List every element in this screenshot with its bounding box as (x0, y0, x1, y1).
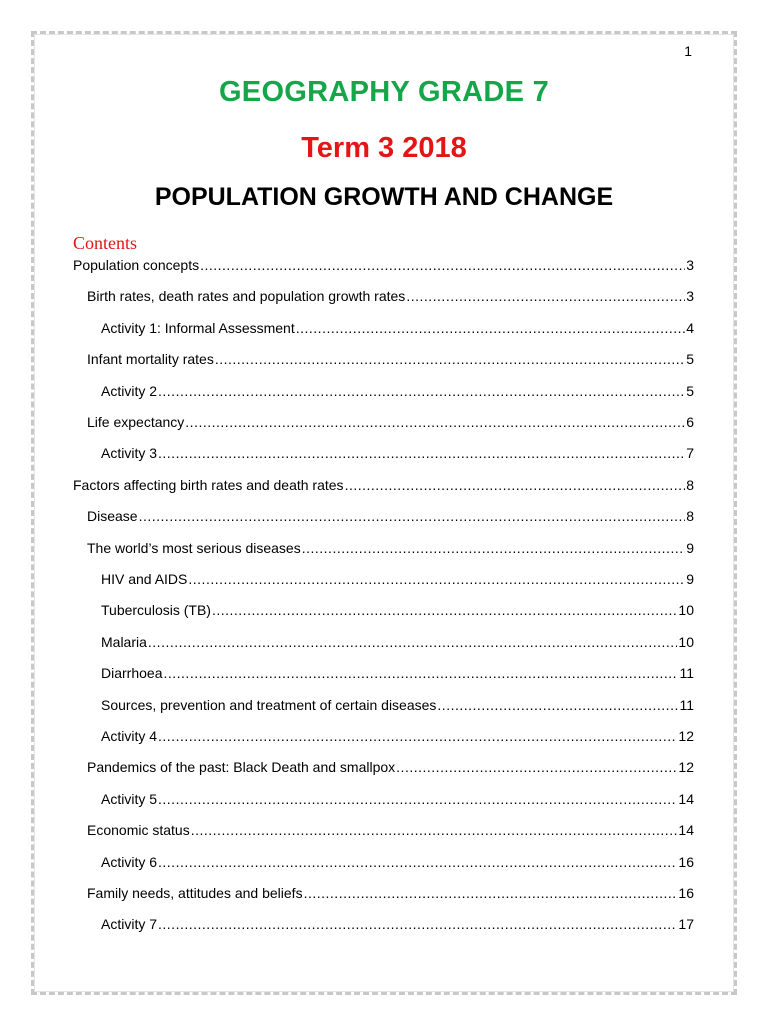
toc-dot-leader (148, 633, 678, 651)
toc-entry-page: 9 (686, 571, 694, 587)
toc-entry-page: 16 (678, 885, 694, 901)
toc-entry[interactable] (87, 287, 694, 305)
toc-entry-title: Economic status (87, 822, 190, 838)
toc-entry-page: 17 (678, 916, 694, 932)
toc-entry-page: 12 (678, 759, 694, 775)
toc-entry-page: 14 (678, 791, 694, 807)
toc-entry[interactable] (87, 350, 694, 368)
toc-dot-leader (158, 382, 685, 400)
toc-entry-title: Tuberculosis (TB) (101, 602, 211, 618)
toc-entry[interactable] (73, 476, 694, 494)
toc-entry-title: Activity 1: Informal Assessment (101, 320, 295, 336)
toc-dot-leader (158, 790, 677, 808)
toc-entry-page: 10 (678, 634, 694, 650)
toc-entry-page: 14 (678, 822, 694, 838)
toc-entry[interactable] (87, 884, 694, 902)
toc-entry-title: Diarrhoea (101, 665, 163, 681)
toc-entry-title: Life expectancy (87, 414, 185, 430)
toc-entry-title: Population concepts (73, 257, 200, 273)
toc-entry-title: Birth rates, death rates and population growth rates (87, 288, 406, 304)
toc-entry-title: Factors affecting birth rates and death rates (73, 477, 344, 493)
toc-dot-leader (158, 444, 685, 462)
toc-entry[interactable] (87, 758, 694, 776)
toc-dot-leader (158, 727, 677, 745)
toc-entry[interactable] (101, 382, 694, 400)
toc-entry-page: 8 (686, 508, 694, 524)
contents-heading: Contents (73, 233, 138, 253)
toc-entry[interactable] (101, 727, 694, 745)
toc-dot-leader (304, 884, 678, 902)
toc-entry[interactable] (101, 696, 694, 714)
toc-entry-title: Activity 7 (101, 916, 158, 932)
toc-dot-leader (296, 319, 685, 337)
toc-entry[interactable] (101, 915, 694, 933)
toc-entry-title: Activity 6 (101, 854, 158, 870)
toc-dot-leader (396, 758, 677, 776)
toc-entry-page: 11 (679, 665, 694, 681)
toc-entry[interactable] (101, 664, 694, 682)
toc-dot-leader (158, 853, 677, 871)
toc-dot-leader (302, 539, 685, 557)
page-number: 1 (684, 43, 692, 59)
toc-entry[interactable] (87, 413, 694, 431)
toc-dot-leader (158, 915, 677, 933)
toc-dot-leader (437, 696, 678, 714)
toc-entry-page: 8 (686, 477, 694, 493)
toc-entry-title: Activity 4 (101, 728, 158, 744)
toc-entry-page: 10 (678, 602, 694, 618)
toc-entry[interactable] (101, 790, 694, 808)
toc-dot-leader (215, 350, 685, 368)
toc-entry[interactable] (73, 256, 694, 274)
toc-dot-leader (191, 821, 678, 839)
toc-dot-leader (185, 413, 685, 431)
toc-entry[interactable] (87, 507, 694, 525)
toc-entry[interactable] (101, 853, 694, 871)
term-heading: Term 3 2018 (301, 132, 467, 164)
toc-entry-title: HIV and AIDS (101, 571, 188, 587)
toc-entry-page: 5 (686, 383, 694, 399)
toc-dot-leader (139, 507, 686, 525)
toc-dot-leader (406, 287, 685, 305)
toc-entry[interactable] (101, 319, 694, 337)
toc-entry-title: Malaria (101, 634, 147, 650)
toc-entry[interactable] (101, 570, 694, 588)
toc-dot-leader (345, 476, 686, 494)
toc-dot-leader (200, 256, 685, 274)
toc-entry-page: 16 (678, 854, 694, 870)
toc-entry-page: 9 (686, 540, 694, 556)
toc-entry-title: Activity 3 (101, 445, 158, 461)
toc-dot-leader (163, 664, 678, 682)
toc-entry-page: 5 (686, 351, 694, 367)
document-title: GEOGRAPHY GRADE 7 (218, 76, 550, 108)
toc-dot-leader (212, 601, 677, 619)
toc-entry-title: Disease (87, 508, 138, 524)
toc-entry-title: Activity 2 (101, 383, 158, 399)
toc-entry[interactable] (101, 633, 694, 651)
toc-entry-page: 3 (686, 288, 694, 304)
toc-entry-page: 3 (686, 257, 694, 273)
toc-entry-title: Infant mortality rates (87, 351, 214, 367)
toc-entry-page: 6 (686, 414, 694, 430)
toc-entry[interactable] (87, 821, 694, 839)
toc-entry-page: 4 (686, 320, 694, 336)
toc-dot-leader (188, 570, 685, 588)
toc-entry[interactable] (87, 539, 694, 557)
toc-entry-title: Sources, prevention and treatment of certain diseases (101, 697, 437, 713)
toc-entry-page: 11 (679, 697, 694, 713)
toc-entry-page: 7 (686, 445, 694, 461)
toc-entry-title: Family needs, attitudes and beliefs (87, 885, 303, 901)
toc-entry[interactable] (101, 444, 694, 462)
toc-entry-title: The world’s most serious diseases (87, 540, 301, 556)
toc-entry[interactable] (101, 601, 694, 619)
toc-entry-title: Pandemics of the past: Black Death and smallpox (87, 759, 396, 775)
toc-entry-title: Activity 5 (101, 791, 158, 807)
toc-entry-page: 12 (678, 728, 694, 744)
document-subtitle: POPULATION GROWTH AND CHANGE (154, 183, 614, 211)
